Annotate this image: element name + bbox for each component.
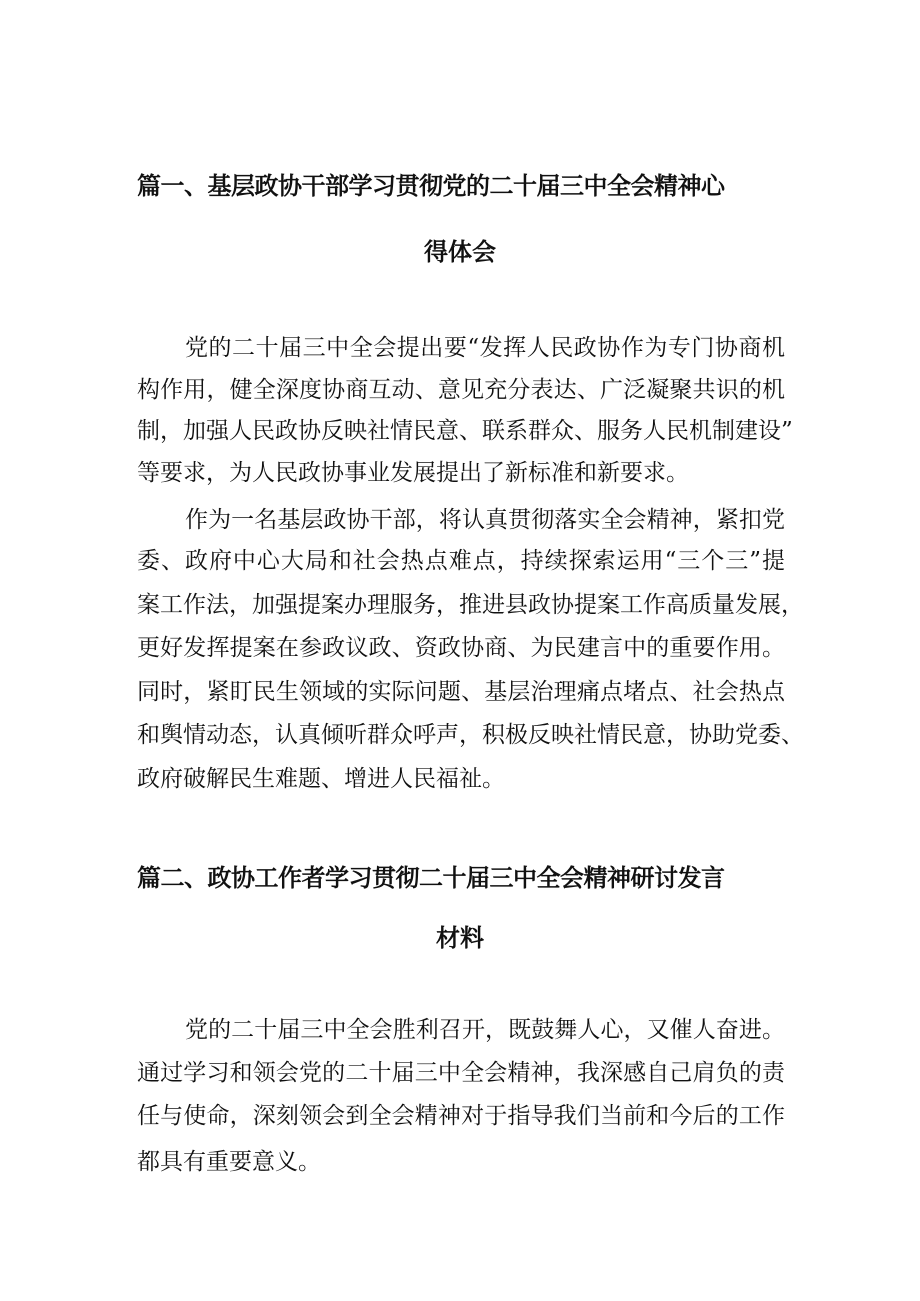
paragraph-line: 同时，紧盯民生领域的实际问题、基层治理痛点堵点、社会热点 (137, 679, 785, 705)
section1-title-line2: 得体会 (424, 238, 496, 266)
section2-title-line1: 篇二、政协工作者学习贯彻二十届三中全会精神研讨发言 (137, 864, 725, 892)
paragraph-line: 更好发挥提案在参政议政、资政协商、为民建言中的重要作用。 (137, 635, 785, 661)
paragraph-line: 党的二十届三中全会胜利召开，既鼓舞人心，又催人奋进。 (185, 1017, 785, 1043)
paragraph-line: 政府破解民生难题、增进人民福祉。 (137, 766, 505, 792)
paragraph-line: 作为一名基层政协干部，将认真贯彻落实全会精神，紧扣党 (185, 507, 785, 533)
paragraph-line: 党的二十届三中全会提出要“发挥人民政协作为专门协商机 (185, 335, 785, 361)
paragraph-line: 都具有重要意义。 (137, 1149, 321, 1175)
paragraph-line: 任与使命，深刻领会到全会精神对于指导我们当前和今后的工作 (137, 1103, 785, 1129)
paragraph-line: 构作用，健全深度协商互动、意见充分表达、广泛凝聚共识的机 (137, 377, 785, 403)
paragraph-line: 制，加强人民政协反映社情民意、联系群众、服务人民机制建设” (137, 418, 793, 444)
section1-title-line1: 篇一、基层政协干部学习贯彻党的二十届三中全会精神心 (137, 172, 725, 200)
paragraph-line: 等要求，为人民政协事业发展提出了新标准和新要求。 (137, 460, 689, 486)
paragraph-line: 案工作法，加强提案办理服务，推进县政协提案工作高质量发展， (137, 592, 804, 618)
paragraph-line: 和舆情动态，认真倾听群众呼声，积极反映社情民意，协助党委、 (137, 722, 804, 748)
section2-title-line2: 材料 (436, 924, 484, 952)
paragraph-line: 通过学习和领会党的二十届三中全会精神，我深感自己肩负的责 (137, 1060, 785, 1086)
paragraph-line: 委、政府中心大局和社会热点难点，持续探索运用“三个三”提 (137, 548, 785, 574)
